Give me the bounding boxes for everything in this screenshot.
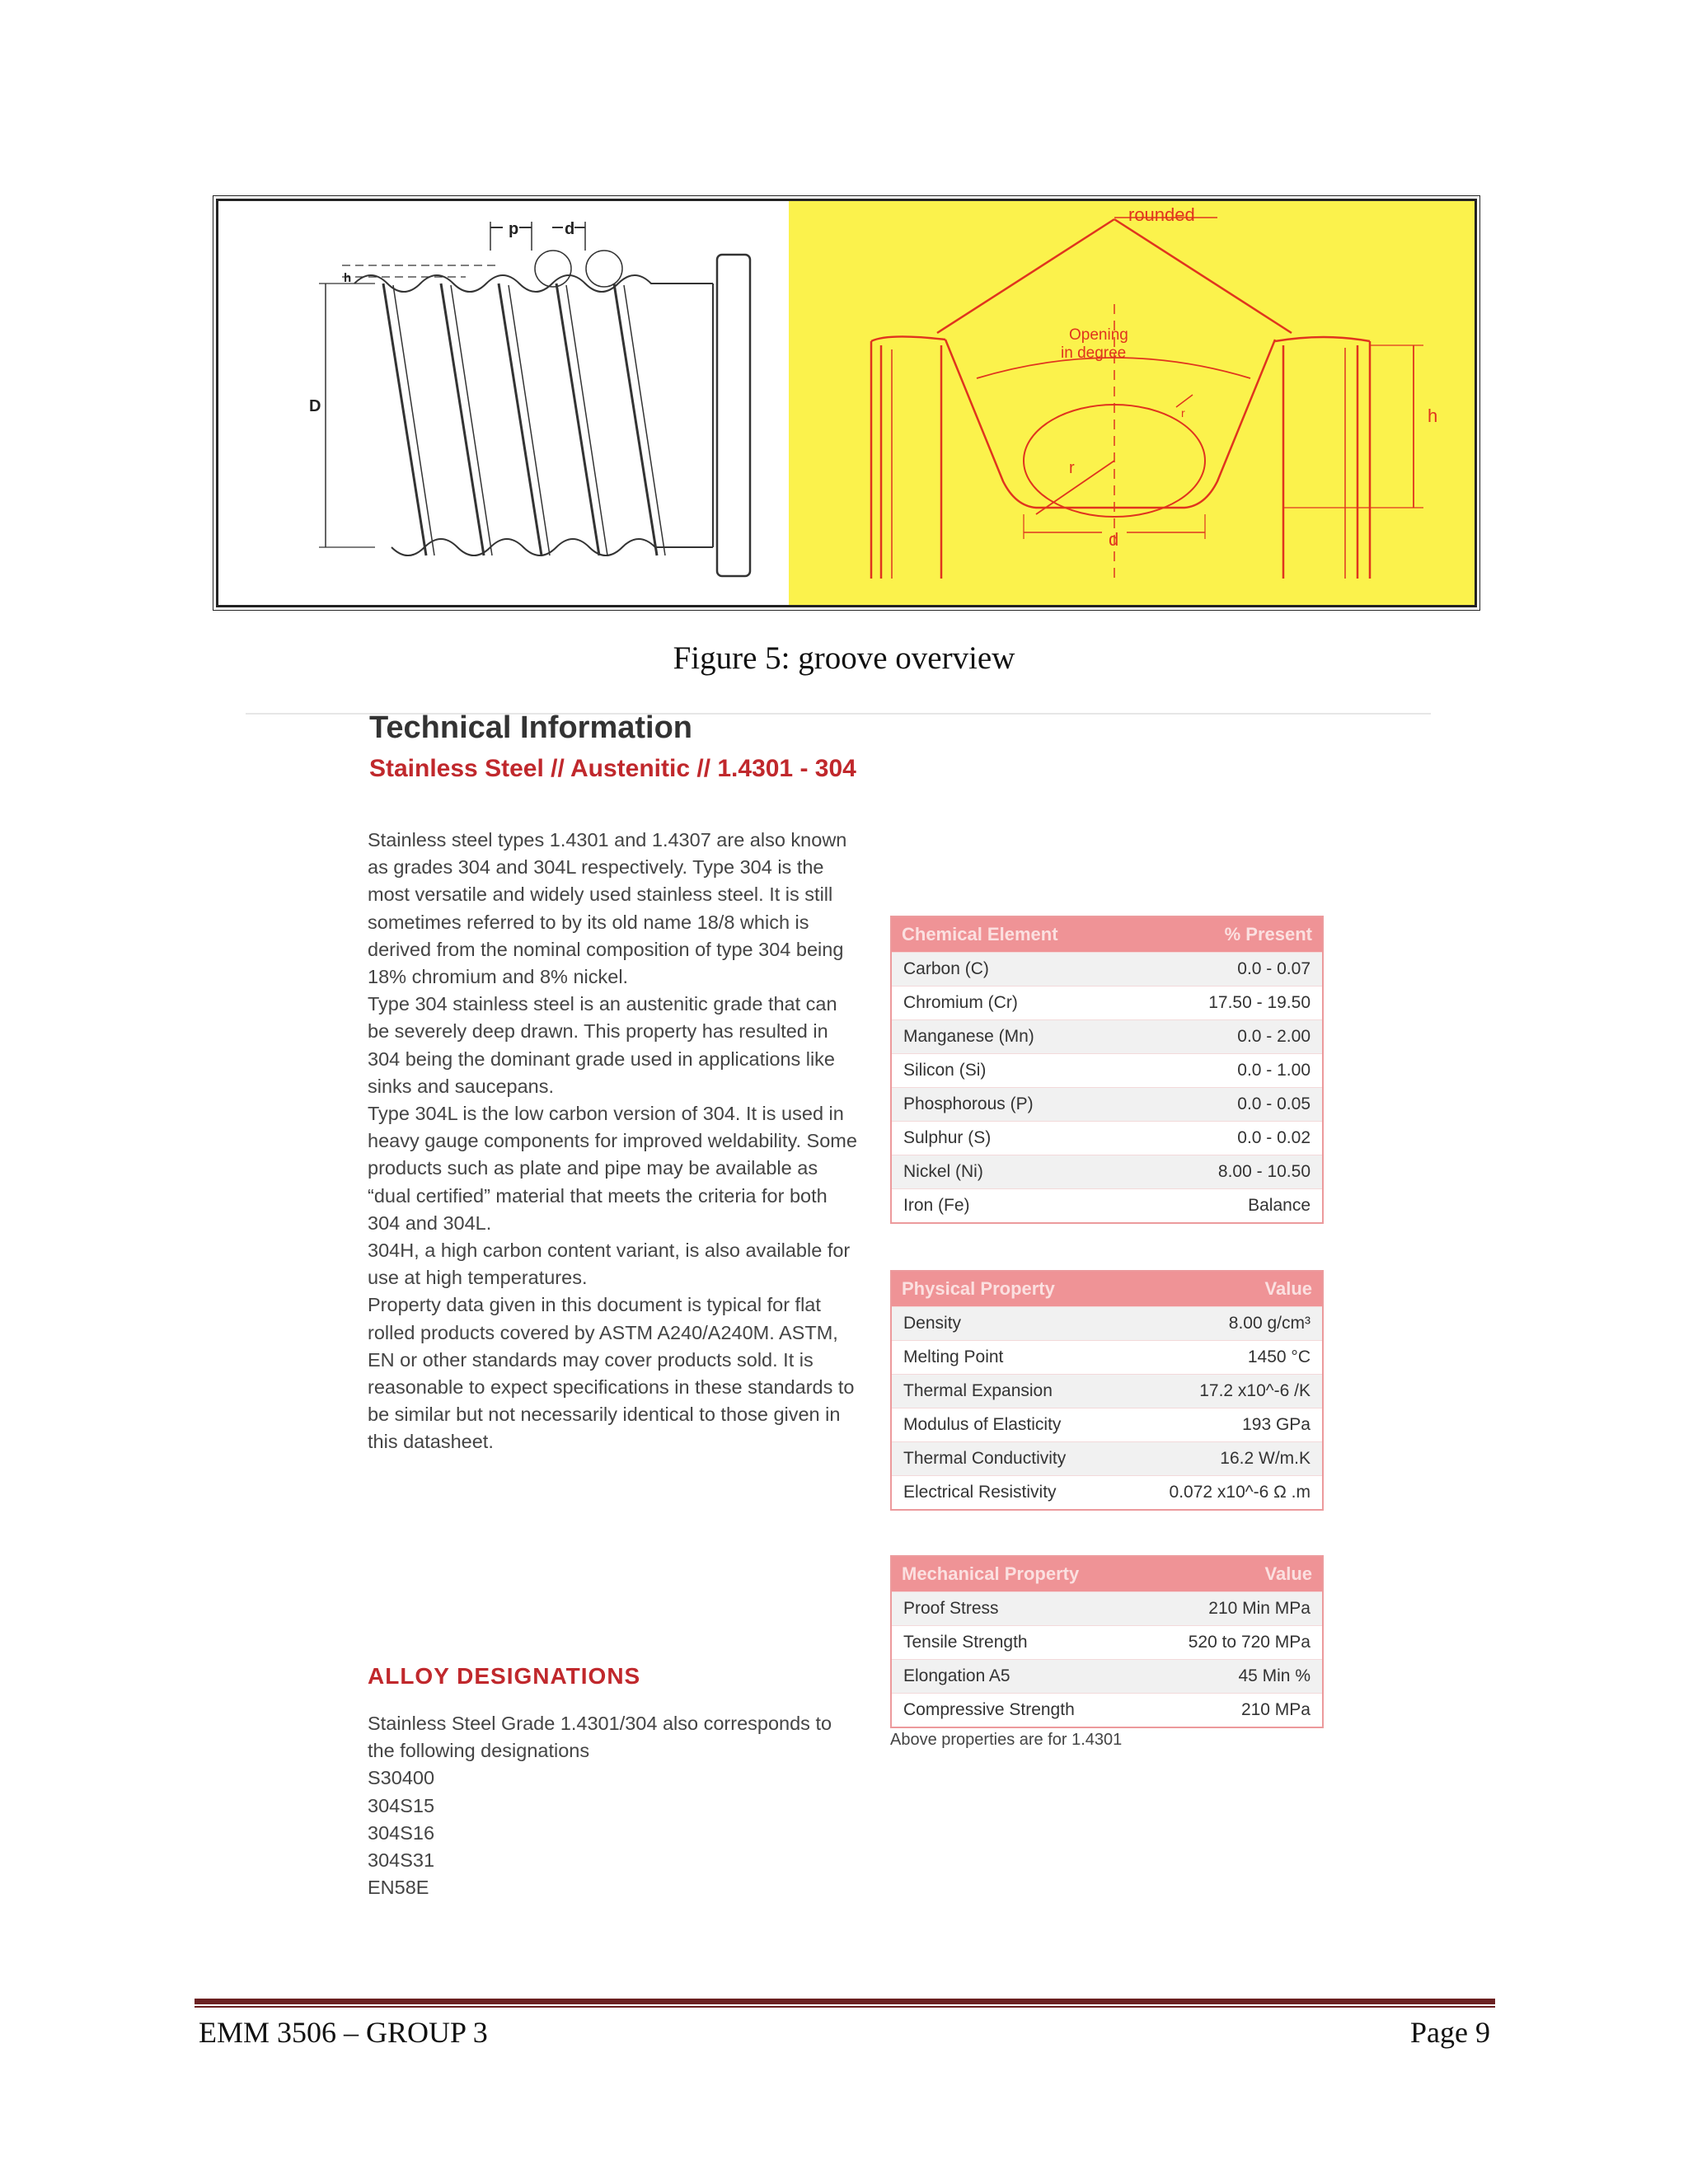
mechanical-table	[890, 1555, 1324, 1728]
cell: Balance	[1143, 1189, 1323, 1224]
table-row	[891, 1592, 1323, 1626]
corrugated-tube-drawing	[218, 201, 789, 605]
cell: 45 Min %	[1139, 1660, 1323, 1694]
designation: 304S15	[368, 1794, 435, 1816]
table-row	[891, 1054, 1323, 1088]
header-cell: Physical Property	[891, 1271, 1120, 1307]
cell: 17.50 - 19.50	[1143, 987, 1323, 1020]
figure-caption: Figure 5: groove overview	[673, 640, 1015, 676]
header-cell: Value	[1139, 1556, 1323, 1592]
cell: Melting Point	[891, 1341, 1120, 1375]
table-row	[891, 1408, 1323, 1442]
cell: Elongation A5	[891, 1660, 1139, 1694]
technical-body	[368, 827, 862, 1456]
alloy-body	[368, 1710, 862, 1901]
table-row	[891, 987, 1323, 1020]
cell: Proof Stress	[891, 1592, 1139, 1626]
cell: Carbon (C)	[891, 953, 1143, 987]
label-d-top: d	[565, 220, 575, 238]
paragraph: Type 304 stainless steel is an austenitic grade that can be severely deep drawn. This property has resulted in 304 being the dominant grade used in applications like sinks and saucepans.	[368, 993, 837, 1097]
cell: 8.00 g/cm³	[1120, 1307, 1323, 1341]
table-header	[891, 916, 1323, 953]
cell: 210 MPa	[1139, 1694, 1323, 1728]
header-cell: Mechanical Property	[891, 1556, 1139, 1592]
cell: Density	[891, 1307, 1120, 1341]
cell: 0.0 - 0.07	[1143, 953, 1323, 987]
label-r-small: r	[1181, 406, 1185, 419]
cell: Nickel (Ni)	[891, 1155, 1143, 1189]
cell: Sulphur (S)	[891, 1122, 1143, 1155]
groove-profile-diagram	[789, 201, 1475, 605]
label-h-left: h	[344, 271, 352, 285]
header-cell: % Present	[1143, 916, 1323, 953]
table-row	[891, 1476, 1323, 1511]
designation: 304S31	[368, 1849, 435, 1872]
cell: 8.00 - 10.50	[1143, 1155, 1323, 1189]
cell: 1450 °C	[1120, 1341, 1323, 1375]
technical-title: Technical Information	[369, 710, 693, 745]
label-opening: Opening	[1069, 326, 1128, 344]
table-header	[891, 1556, 1323, 1592]
cell: 0.0 - 0.02	[1143, 1122, 1323, 1155]
groove-figure	[216, 199, 1477, 607]
paragraph: Stainless steel types 1.4301 and 1.4307 are also known as grades 304 and 304L respectively. Type 304 is the most versatile and widely used stainless steel. It is still sometimes referred to by its old name 18/8 which is derived from the nominal composition of type 304 being 18% chromium and 8% nickel.	[368, 829, 847, 988]
designation: EN58E	[368, 1877, 429, 1899]
corrugated-tube-diagram	[218, 201, 789, 605]
footer-rule	[195, 1999, 1495, 2004]
physical-table	[890, 1270, 1324, 1511]
table-row	[891, 953, 1323, 987]
cell: 16.2 W/m.K	[1120, 1442, 1323, 1476]
groove-profile-drawing	[789, 201, 1475, 605]
cell: Phosphorous (P)	[891, 1088, 1143, 1122]
table-header	[891, 1271, 1323, 1307]
table-row	[891, 1122, 1323, 1155]
header-cell: Value	[1120, 1271, 1323, 1307]
label-r: r	[1069, 459, 1075, 477]
chemical-table	[890, 916, 1324, 1224]
cell: 0.0 - 0.05	[1143, 1088, 1323, 1122]
footer-course: EMM 3506 – GROUP 3	[199, 2016, 488, 2049]
cell: 210 Min MPa	[1139, 1592, 1323, 1626]
cell: Chromium (Cr)	[891, 987, 1143, 1020]
properties-note: Above properties are for 1.4301	[890, 1731, 1123, 1749]
alloy-heading: ALLOY DESIGNATIONS	[368, 1663, 641, 1689]
designation: 304S16	[368, 1821, 435, 1844]
table-row	[891, 1341, 1323, 1375]
table-row	[891, 1660, 1323, 1694]
label-in-degree: in degree	[1061, 344, 1127, 362]
cell: 520 to 720 MPa	[1139, 1626, 1323, 1660]
cell: Tensile Strength	[891, 1626, 1139, 1660]
cell: Compressive Strength	[891, 1694, 1139, 1728]
table-row	[891, 1020, 1323, 1054]
table-row	[891, 1307, 1323, 1341]
footer-rule-thin	[195, 2006, 1495, 2008]
paragraph: Property data given in this document is typical for flat rolled products covered by ASTM A240/A240M. ASTM, EN or other standards may cover products sold. It is reasonable to expect specifications in these standards to be similar but not necessarily identical to those given in this datasheet.	[368, 1294, 855, 1453]
cell: Iron (Fe)	[891, 1189, 1143, 1224]
footer-page-number: Page 9	[1410, 2016, 1490, 2049]
technical-subtitle: Stainless Steel // Austenitic // 1.4301 - 304	[369, 755, 856, 782]
cell: 0.0 - 2.00	[1143, 1020, 1323, 1054]
table-row	[891, 1375, 1323, 1408]
table-row	[891, 1626, 1323, 1660]
cell: 0.0 - 1.00	[1143, 1054, 1323, 1088]
cell: Manganese (Mn)	[891, 1020, 1143, 1054]
cell: Modulus of Elasticity	[891, 1408, 1120, 1442]
label-d-bottom: d	[1109, 529, 1119, 550]
designation: S30400	[368, 1767, 435, 1789]
label-rounded: rounded	[1128, 204, 1195, 225]
header-cell: Chemical Element	[891, 916, 1143, 953]
table-row	[891, 1442, 1323, 1476]
table-row	[891, 1189, 1323, 1224]
cell: 17.2 x10^-6 /K	[1120, 1375, 1323, 1408]
cell: 0.072 x10^-6 Ω .m	[1120, 1476, 1323, 1511]
cell: Silicon (Si)	[891, 1054, 1143, 1088]
label-D: D	[309, 397, 321, 415]
cell: Thermal Expansion	[891, 1375, 1120, 1408]
table-row	[891, 1088, 1323, 1122]
cell: Electrical Resistivity	[891, 1476, 1120, 1511]
label-h-right: h	[1428, 405, 1438, 426]
table-row	[891, 1694, 1323, 1728]
label-p: p	[509, 220, 519, 238]
paragraph: Type 304L is the low carbon version of 304. It is used in heavy gauge components for improved weldability. Some products such as plate and pipe may be available as “dual certified” material that meets the criteria for both 304 and 304L.	[368, 1103, 857, 1234]
alloy-intro: Stainless Steel Grade 1.4301/304 also corresponds to the following designations	[368, 1713, 832, 1762]
cell: 193 GPa	[1120, 1408, 1323, 1442]
cell: Thermal Conductivity	[891, 1442, 1120, 1476]
table-row	[891, 1155, 1323, 1189]
paragraph: 304H, a high carbon content variant, is also available for use at high temperatures.	[368, 1240, 851, 1289]
